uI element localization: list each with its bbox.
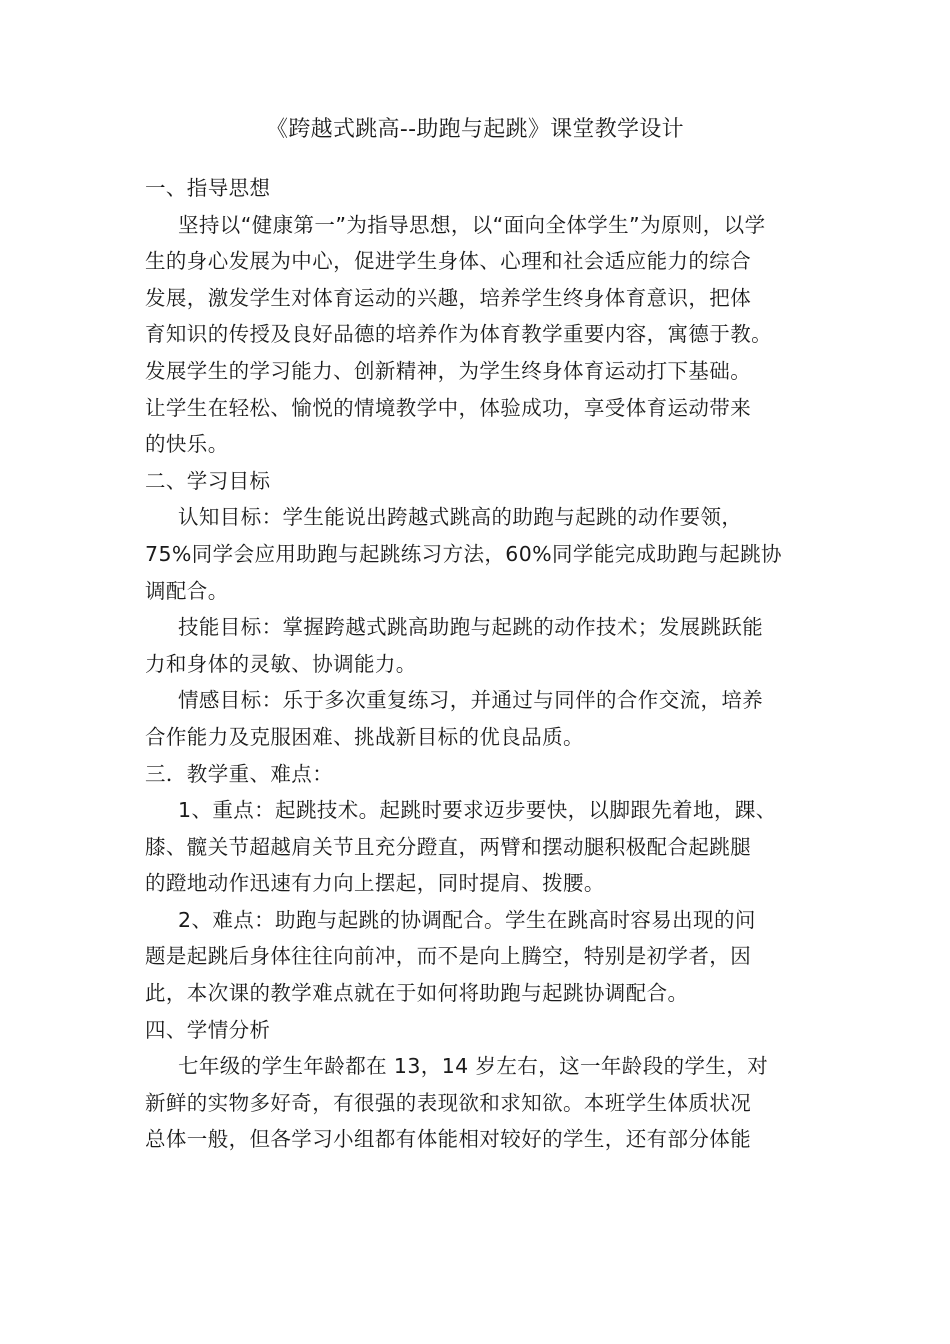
- paragraph-line: 技能目标：掌握跨越式跳高助跑与起跳的动作技术；发展跳跃能: [178, 615, 764, 640]
- section-heading: 三．教学重、难点：: [145, 761, 334, 786]
- paragraph-line: 此，本次课的教学难点就在于如何将助跑与起跳协调配合。: [145, 981, 689, 1006]
- paragraph-line: 坚持以“健康第一”为指导思想，以“面向全体学生”为原则，以学: [178, 212, 766, 237]
- paragraph-line: 75%同学会应用助跑与起跳练习方法，60%同学能完成助跑与起跳协: [145, 541, 782, 566]
- section-heading: 一、指导思想: [145, 176, 271, 200]
- paragraph-line: 生的身心发展为中心，促进学生身体、心理和社会适应能力的综合: [145, 249, 752, 274]
- paragraph-line: 情感目标：乐于多次重复练习，并通过与同伴的合作交流，培养: [178, 688, 764, 713]
- paragraph-line: 新鲜的实物多好奇，有很强的表现欲和求知欲。本班学生体质状况: [145, 1090, 752, 1115]
- paragraph-line: 的快乐。: [145, 432, 229, 457]
- paragraph-line: 合作能力及克服困难、挑战新目标的优良品质。: [145, 724, 584, 749]
- document-title: 《跨越式跳高--助跑与起跳》课堂教学设计: [266, 117, 684, 142]
- paragraph-line: 七年级的学生年龄都在 13，14 岁左右，这一年龄段的学生，对: [178, 1054, 769, 1079]
- paragraph-line: 发展学生的学习能力、创新精神，为学生终身体育运动打下基础。: [145, 358, 752, 383]
- paragraph-line: 认知目标：学生能说出跨越式跳高的助跑与起跳的动作要领，: [178, 505, 743, 530]
- paragraph-line: 1、重点：起跳技术。起跳时要求迈步要快，以脚跟先着地，踝、: [178, 798, 777, 823]
- paragraph-line: 总体一般，但各学习小组都有体能相对较好的学生，还有部分体能: [145, 1127, 752, 1152]
- paragraph-line: 调配合。: [145, 578, 229, 603]
- paragraph-line: 膝、髋关节超越肩关节且充分蹬直，两臂和摆动腿积极配合起跳腿: [145, 834, 752, 859]
- paragraph-line: 育知识的传授及良好品德的培养作为体育教学重要内容，寓德于教。: [145, 322, 772, 347]
- section-heading: 四、学情分析: [145, 1017, 271, 1042]
- paragraph-line: 让学生在轻松、愉悦的情境教学中，体验成功，享受体育运动带来: [145, 395, 752, 420]
- section-heading: 二、学习目标: [145, 468, 271, 493]
- document-body: [145, 170, 807, 1158]
- paragraph-line: 的蹬地动作迅速有力向上摆起，同时提肩、拨腰。: [145, 871, 605, 896]
- paragraph-line: 力和身体的灵敏、协调能力。: [145, 651, 417, 676]
- paragraph-line: 题是起跳后身体往往向前冲，而不是向上腾空，特别是初学者，因: [145, 944, 752, 969]
- paragraph-line: 发展，激发学生对体育运动的兴趣，培养学生终身体育意识，把体: [145, 285, 752, 310]
- paragraph-line: 2、难点：助跑与起跳的协调配合。学生在跳高时容易出现的问: [178, 907, 756, 932]
